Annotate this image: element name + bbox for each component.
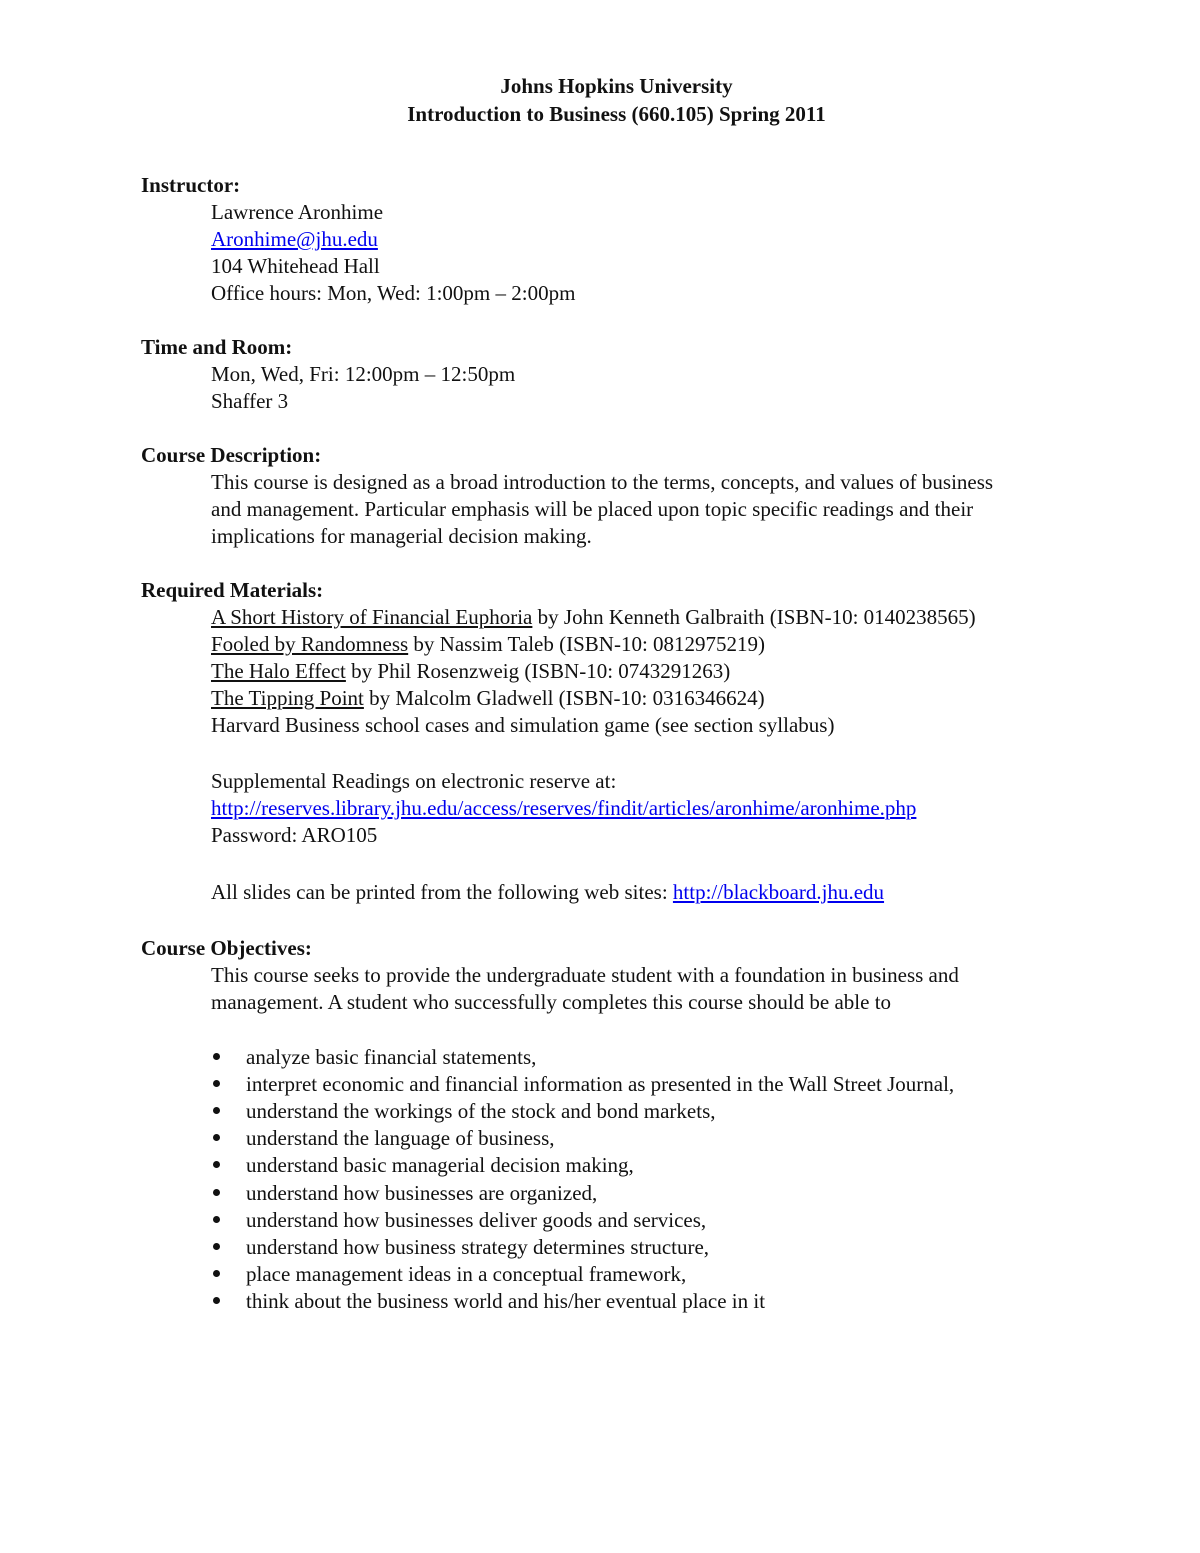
slides-note bbox=[211, 879, 884, 906]
book-title: The Tipping Point bbox=[211, 686, 364, 710]
bullet-icon bbox=[213, 1270, 220, 1277]
bullet-icon bbox=[213, 1134, 220, 1141]
book-title: Fooled by Randomness bbox=[211, 632, 409, 656]
book-title: A Short History of Financial Euphoria bbox=[211, 605, 533, 629]
supplemental-label: Supplemental Readings on electronic reserve at: bbox=[211, 769, 617, 793]
office-hours: Office hours: Mon, Wed: 1:00pm – 2:00pm bbox=[211, 281, 576, 305]
list-item: understand basic managerial decision making, bbox=[246, 1153, 634, 1177]
list-item: understand how businesses are organized, bbox=[246, 1181, 598, 1205]
reserve-password: Password: ARO105 bbox=[211, 823, 378, 847]
bullet-icon bbox=[213, 1080, 220, 1087]
list-item: analyze basic financial statements, bbox=[246, 1045, 537, 1069]
supplemental-readings-link[interactable]: http://reserves.library.jhu.edu/access/reserves/findit/articles/aronhime/aronhime.php bbox=[211, 796, 917, 820]
bullet-icon bbox=[213, 1161, 220, 1168]
list-item: interpret economic and financial information as presented in the Wall Street Journal, bbox=[246, 1072, 955, 1096]
book-entry bbox=[211, 604, 976, 631]
list-item: understand how business strategy determines structure, bbox=[246, 1235, 710, 1259]
instructor-office: 104 Whitehead Hall bbox=[211, 254, 380, 278]
course-title: Introduction to Business (660.105) Spring 2011 bbox=[407, 102, 826, 126]
bullet-icon bbox=[213, 1297, 220, 1304]
instructor-email-link[interactable]: Aronhime@jhu.edu bbox=[211, 227, 378, 251]
book-title: The Halo Effect bbox=[211, 659, 346, 683]
book-entry bbox=[211, 658, 730, 685]
time-room-heading: Time and Room: bbox=[141, 335, 293, 359]
bullet-icon bbox=[213, 1053, 220, 1060]
book-entry bbox=[211, 685, 765, 712]
bullet-icon bbox=[213, 1107, 220, 1114]
list-item: think about the business world and his/her eventual place in it bbox=[246, 1289, 766, 1313]
list-item: understand how businesses deliver goods and services, bbox=[246, 1208, 707, 1232]
materials-heading: Required Materials: bbox=[141, 578, 324, 602]
list-item: understand the language of business, bbox=[246, 1126, 555, 1150]
description-line: This course is designed as a broad introduction to the terms, concepts, and values of business bbox=[211, 470, 994, 494]
description-line: implications for managerial decision making. bbox=[211, 524, 592, 548]
objectives-intro-line: management. A student who successfully completes this course should be able to bbox=[211, 990, 892, 1014]
bullet-icon bbox=[213, 1189, 220, 1196]
instructor-name: Lawrence Aronhime bbox=[211, 200, 384, 224]
book-details: by Phil Rosenzweig (ISBN-10: 0743291263) bbox=[345, 659, 731, 683]
book-details: by John Kenneth Galbraith (ISBN-10: 0140238565) bbox=[532, 605, 976, 629]
instructor-heading: Instructor: bbox=[141, 173, 241, 197]
bullet-icon bbox=[213, 1243, 220, 1250]
class-room: Shaffer 3 bbox=[211, 389, 289, 413]
objectives-heading: Course Objectives: bbox=[141, 936, 312, 960]
description-line: and management. Particular emphasis will be placed upon topic specific readings and their bbox=[211, 497, 974, 521]
list-item: place management ideas in a conceptual framework, bbox=[246, 1262, 687, 1286]
description-heading: Course Description: bbox=[141, 443, 322, 467]
book-details: by Nassim Taleb (ISBN-10: 0812975219) bbox=[408, 632, 766, 656]
objectives-intro-line: This course seeks to provide the undergraduate student with a foundation in business and bbox=[211, 963, 959, 987]
book-entry bbox=[211, 631, 765, 658]
bullet-icon bbox=[213, 1216, 220, 1223]
cases-note: Harvard Business school cases and simulation game (see section syllabus) bbox=[211, 713, 835, 737]
book-details: by Malcolm Gladwell (ISBN-10: 0316346624) bbox=[363, 686, 765, 710]
blackboard-link[interactable]: http://blackboard.jhu.edu bbox=[672, 880, 885, 904]
list-item: understand the workings of the stock and bond markets, bbox=[246, 1099, 716, 1123]
slides-text: All slides can be printed from the following web sites: bbox=[211, 880, 673, 904]
class-schedule: Mon, Wed, Fri: 12:00pm – 12:50pm bbox=[211, 362, 516, 386]
university-title: Johns Hopkins University bbox=[500, 74, 733, 98]
